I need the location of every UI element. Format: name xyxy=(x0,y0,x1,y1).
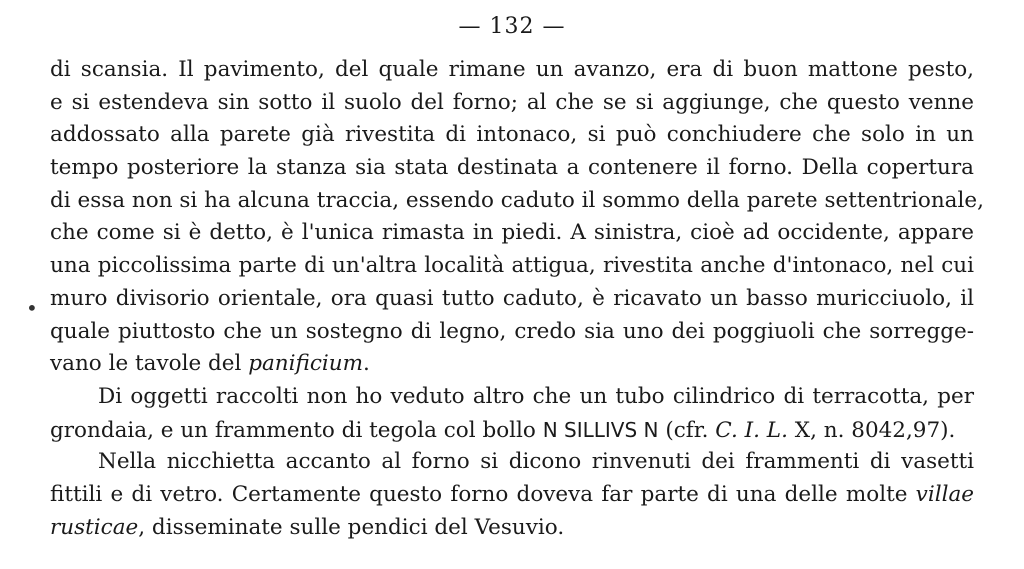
text-line: e si estendeva sin sotto il suolo del forno; al che se si aggiunge, che questo venne xyxy=(50,89,974,115)
text-line xyxy=(50,479,974,512)
text-line: quale piuttosto che un sostegno di legno, credo sia uno dei poggiuoli che sorregge- xyxy=(50,318,974,344)
text-line xyxy=(50,348,974,381)
text-fragment: . xyxy=(363,351,370,377)
citation-abbrev: C. I. L. xyxy=(715,417,788,443)
text-line xyxy=(50,512,974,545)
text-fragment: grondaia, e un frammento di tegola col bollo xyxy=(50,417,543,443)
text-fragment: fittili e di vetro. Certamente questo forno doveva far parte di una delle molte xyxy=(50,481,916,507)
italic-term: villae xyxy=(915,481,974,507)
body-text xyxy=(50,54,984,544)
text-line: Nella nicchietta accanto al forno si dicono rinvenuti dei frammenti di vasetti xyxy=(98,449,974,475)
text-line: di essa non si ha alcuna traccia, essendo caduto il sommo della parete settentrionale, xyxy=(50,187,984,213)
text-line xyxy=(50,414,974,447)
page-number: — 132 — xyxy=(458,14,566,39)
text-fragment: , disseminate sulle pendici del Vesuvio. xyxy=(138,514,565,540)
text-line: che come si è detto, è l'unica rimasta in piedi. A sinistra, cioè ad occidente, appare xyxy=(50,220,974,246)
text-line: muro divisorio orientale, ora quasi tutto caduto, è ricavato un basso muricciuolo, il xyxy=(50,285,974,311)
italic-term: panificium xyxy=(248,351,363,377)
text-line: Di oggetti raccolti non ho veduto altro che un tubo cilindrico di terracotta, per xyxy=(98,383,974,409)
text-fragment: vano le tavole del xyxy=(50,351,249,377)
text-fragment: (cfr. xyxy=(658,417,716,443)
text-line: tempo posteriore la stanza sia stata destinata a contenere il forno. Della copertura xyxy=(50,155,974,181)
margin-mark: • xyxy=(26,296,38,320)
stamp-inscription: N SILLIVS N xyxy=(542,417,659,442)
text-line: addossato alla parete già rivestita di intonaco, si può conchiudere che solo in un xyxy=(50,122,974,148)
text-fragment: X, n. 8042,97). xyxy=(787,417,956,443)
italic-term: rusticae xyxy=(50,514,139,540)
text-line: una piccolissima parte di un'altra località attigua, rivestita anche d'intonaco, nel cui xyxy=(50,253,974,279)
text-line: di scansia. Il pavimento, del quale rimane un avanzo, era di buon mattone pesto, xyxy=(50,57,974,82)
